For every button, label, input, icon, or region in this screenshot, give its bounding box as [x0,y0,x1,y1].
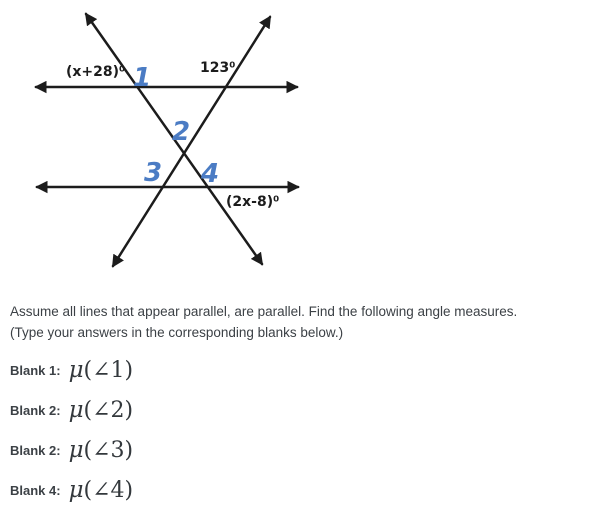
angle-measure-expression [69,477,134,503]
blank-label: Blank 2: [10,442,61,458]
blank-label: Blank 1: [10,362,61,378]
angle-expression: (∠2) [83,398,134,423]
blank-label: Blank 2: [10,402,61,418]
angle-1-expression-label: (x+28)⁰ [66,64,126,80]
angle-measure-expression [69,357,134,383]
parallel-lines-diagram [0,0,340,290]
angle-expression: (∠3) [83,438,134,463]
angle-number-3: 3 [144,158,163,188]
angle-measure-expression [69,397,134,423]
answer-blanks-list [10,350,410,506]
mu-symbol: μ [68,397,84,423]
mu-symbol: μ [68,357,84,383]
prompt-line-1: Assume all lines that appear parallel, are parallel. Find the following angle measures. [10,304,518,319]
angle-4-expression-label: (2x-8)⁰ [226,194,280,210]
question-prompt [10,301,595,343]
angle-123-label: 123⁰ [200,60,236,76]
blank-label: Blank 4: [10,482,61,498]
transversal-sw-ne [113,17,270,266]
angle-expression: (∠4) [83,478,134,503]
angle-expression: (∠1) [83,358,134,383]
blank-row-4 [10,470,410,506]
angle-number-1: 1 [133,63,152,93]
prompt-line-2: (Type your answers in the corresponding blanks below.) [10,325,344,340]
blank-row-3 [10,430,410,470]
angle-measure-expression [69,437,134,463]
angle-number-4: 4 [201,159,220,189]
mu-symbol: μ [68,477,84,503]
mu-symbol: μ [68,437,84,463]
blank-row-2 [10,390,410,430]
angle-number-2: 2 [172,117,191,147]
blank-row-1 [10,350,410,390]
